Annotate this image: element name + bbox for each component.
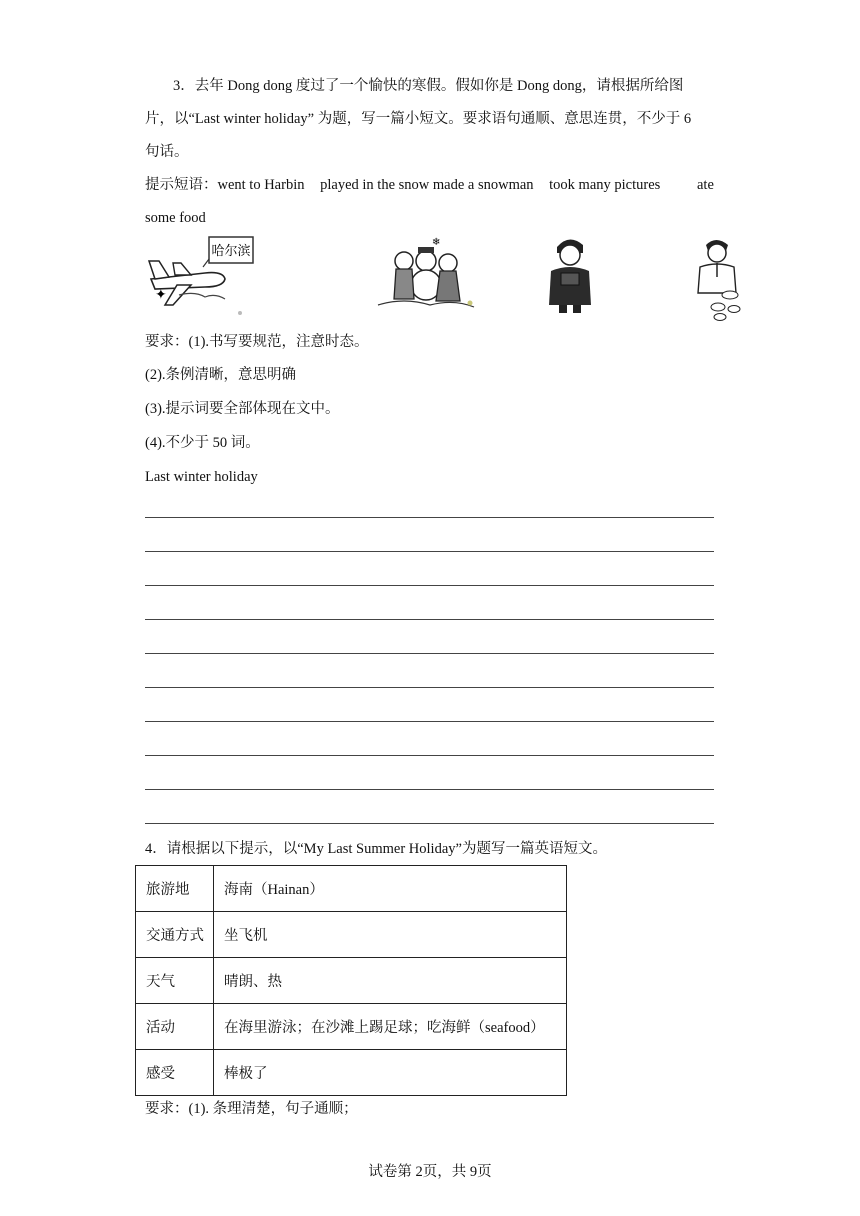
airplane-picture [145,233,255,323]
requirement-2: (2).条例清晰，意思明确 [145,367,297,383]
essay-title: Last winter holiday [145,469,258,485]
writing-line[interactable] [145,517,714,518]
requirement-1: 要求：(1).书写要规范，注意时态。 [145,334,369,350]
table-key: 旅游地 [136,866,214,912]
table-value: 棒极了 [214,1050,567,1096]
hint-3: took many pictures [549,177,661,193]
food-bowl-icon [722,291,738,299]
sign-text: 哈尔滨 [211,244,251,259]
table-value: 坐飞机 [214,912,567,958]
writing-line[interactable] [145,823,714,824]
hint-1: went to Harbin [217,177,305,193]
table-key: 感受 [136,1050,214,1096]
q3-line-1: 3．去年 Dong dong 度过了一个愉快的寒假。假如你是 Dong dong，请根据所给图 [173,78,684,94]
table-row [136,1050,567,1096]
writing-line[interactable] [145,619,714,620]
writing-line[interactable] [145,653,714,654]
table-row [136,866,567,912]
table-row [136,912,567,958]
q3-hint-tail: some food [145,210,206,226]
q3-line-3: 句话。 [145,144,189,160]
writing-line[interactable] [145,755,714,756]
snowman-picture [374,233,484,323]
eating-picture [690,233,746,325]
table-value: 在海里游泳；在沙滩上踢足球；吃海鲜（seafood） [214,1004,567,1050]
q3-hints [145,169,717,202]
table-key: 天气 [136,958,214,1004]
table-key: 交通方式 [136,912,214,958]
table-row [136,958,567,1004]
svg-text:✦: ✦ [155,287,167,303]
hint-label: 提示短语： [145,177,218,193]
q4-requirement: 要求：(1). 条理清楚，句子通顺； [145,1101,358,1117]
camera-icon [561,273,579,285]
writing-line[interactable] [145,585,714,586]
table-row [136,1004,567,1050]
svg-text:❄: ❄ [432,237,441,248]
camera-man-picture [545,233,595,315]
table-value: 晴朗、热 [214,958,567,1004]
table-value: 海南（Hainan） [214,866,567,912]
info-table [135,865,567,1096]
requirement-3: (3).提示词要全部体现在文中。 [145,401,340,417]
writing-line[interactable] [145,551,714,552]
writing-line[interactable] [145,789,714,790]
hint-4: ate [697,177,714,193]
page-footer: 试卷第 2页，共 9页 [368,1164,492,1180]
hint-2: played in the snow made a snowman [320,177,534,193]
requirement-4: (4).不少于 50 词。 [145,435,260,451]
table-key: 活动 [136,1004,214,1050]
writing-line[interactable] [145,721,714,722]
q4-intro: 4．请根据以下提示，以“My Last Summer Holiday”为题写一篇英语短文。 [145,841,607,857]
q3-line-2: 片，以“Last winter holiday” 为题，写一篇小短文。要求语句通顺、意思连贯，不少于 6 [145,111,692,127]
writing-line[interactable] [145,687,714,688]
